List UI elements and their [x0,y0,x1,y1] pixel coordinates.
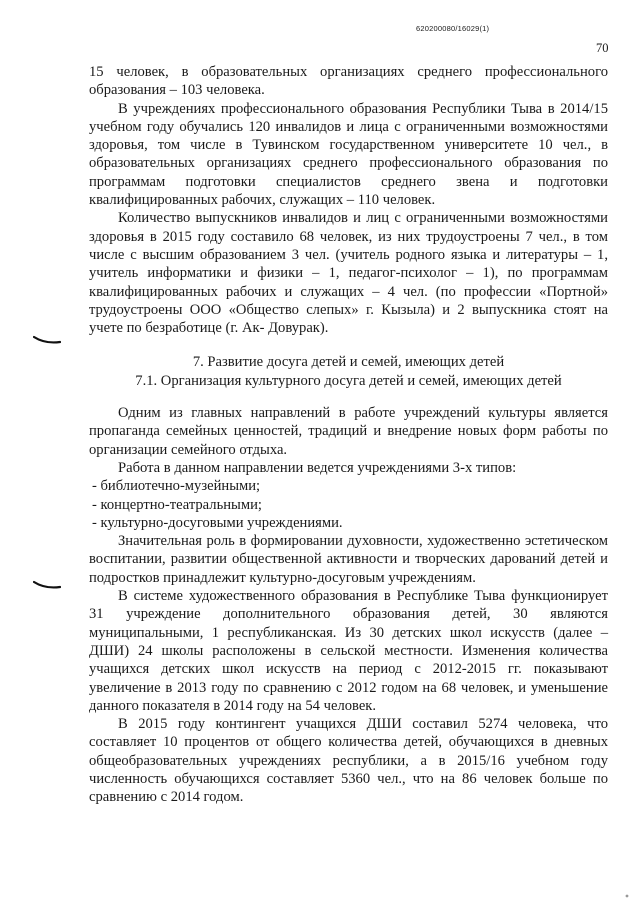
paragraph: Значительная роль в формировании духовности, художественно эстетическом воспитании, развитии общественной активности и творческих дарований детей и подростков принадлежит культурно-досуговым учреждениям. [89,533,608,586]
scan-speck-icon [624,886,630,892]
margin-mark-icon [33,335,61,345]
paragraph: В 2015 году контингент учащихся ДШИ составил 5274 человека, что составляет 10 процентов от общего количества детей, обучающихся в дневных общеобразовательных учреждениях республики, а в 2015/16 учебном году численность обучающихся составляет 5360 чел., что на 86 человек больше по сравнению с 2014 годом. [89,716,608,806]
paragraph: В системе художественного образования в Республике Тыва функционирует 31 учреждение дополнительного образования детей, 30 являются муниципальными, 1 республиканская. Из 30 детских школ искусств (далее – ДШИ) 24 школы расположены в сельской местности. Изменения количества учащихся детских школ искусств на период с 2012-2015 гг. показывают увеличение в 2013 году по сравнению с 2012 годом на 68 человек, и уменьшение данного показателя в 2014 году на 54 человек. [89,588,608,714]
subsection-heading: 7.1. Организация культурного досуга детей и семей, имеющих детей [135,372,562,389]
paragraph: 15 человек, в образовательных организациях среднего профессионального образования – 103 человека. [89,64,608,99]
document-id: 620200080/16029(1) [416,24,490,33]
list-item: - библиотечно-музейными; [92,478,261,495]
document-body [89,63,608,807]
paragraph: В учреждениях профессионального образования Республики Тыва в 2014/15 учебном году обучались 120 инвалидов и лица с ограниченными возможностями здоровья, том числе в Тувинском государственном университете 10 чел., в образовательных организациях среднего профессионального образования по программам подготовки специалистов среднего звена и подготовки квалифицированных рабочих, служащих – 110 человек. [89,100,608,209]
margin-mark-icon [33,580,61,590]
paragraph: Одним из главных направлений в работе учреждений культуры является пропаганда семейных ценностей, традиций и внедрение новых форм работы по организации семейного отдыха. [89,405,608,458]
list-item: - концертно-театральными; [92,496,262,513]
page-number: 70 [596,41,609,55]
paragraph: Работа в данном направлении ведется учреждениями 3-х типов: [118,459,517,476]
section-heading: 7. Развитие досуга детей и семей, имеющих детей [192,354,505,371]
institution-types-list [89,477,608,532]
list-item: - культурно-досуговыми учреждениями. [92,514,343,531]
paragraph: Количество выпускников инвалидов и лиц с ограниченными возможностями здоровья в 2015 году составило 68 человек, из них трудоустроены 7 чел., в том числе с высшим образованием 3 чел. (учитель родного языка и литературы – 1, учитель информатики и физики – 1, педагог-психолог – 1), по программам квалифицированных рабочих и служащих – 4 чел. (по профессии «Портной» трудоустроены ООО «Общество слепых» г. Кызыла) и 2 выпускника стоят на учете по безработице (г. Ак- Довурак). [89,210,608,337]
